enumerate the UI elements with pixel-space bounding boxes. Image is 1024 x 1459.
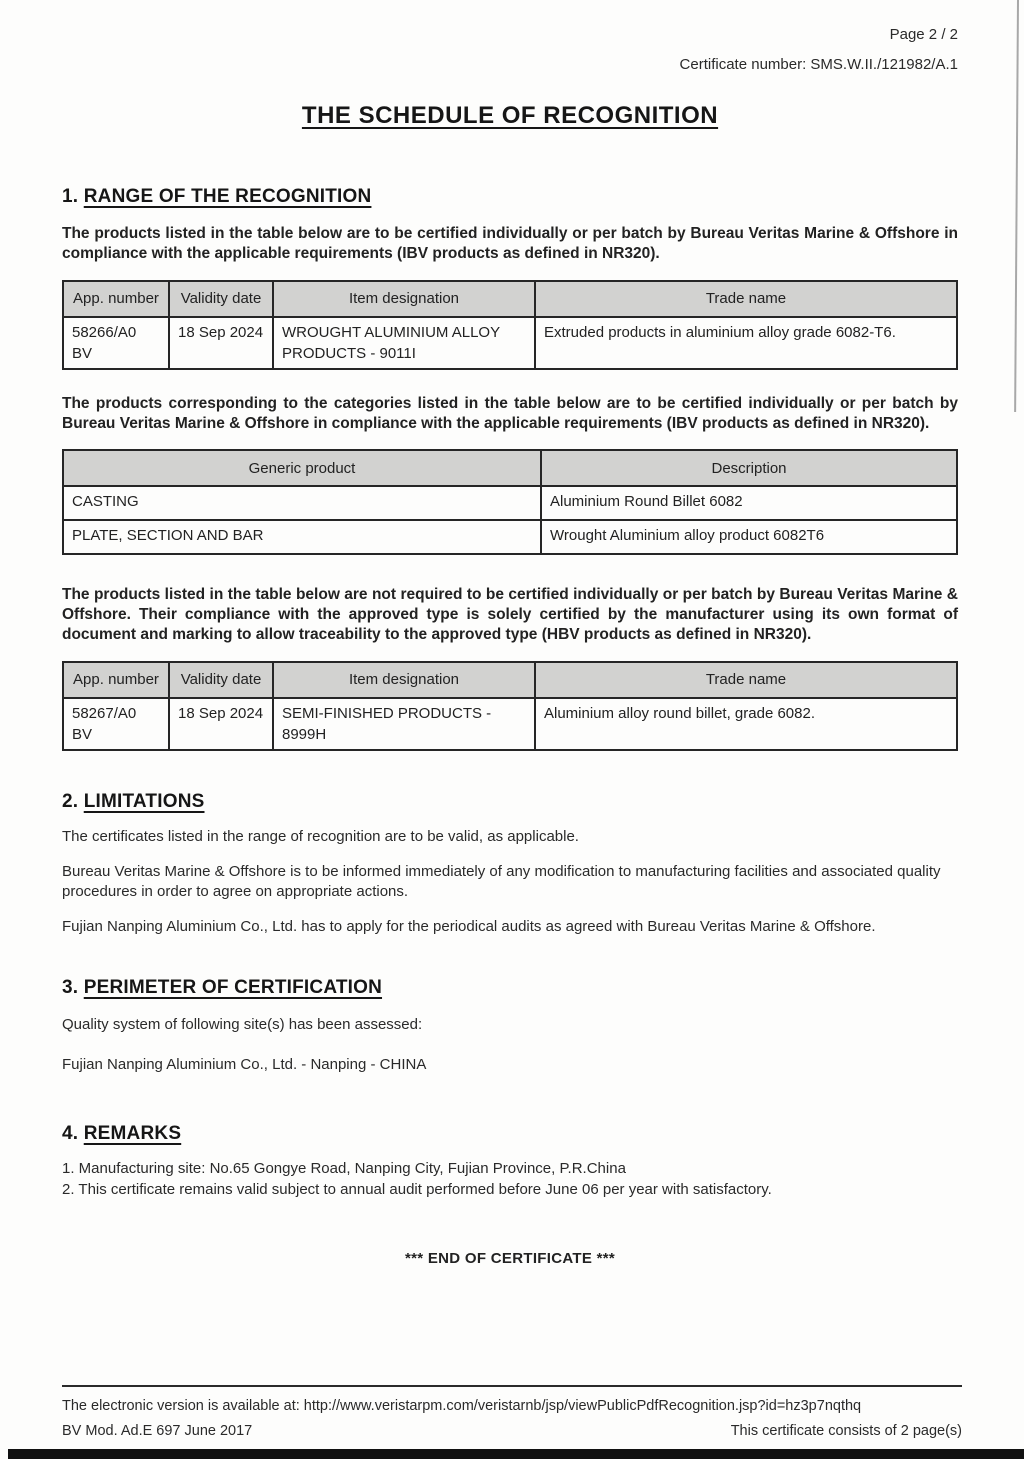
table-header-row xyxy=(63,281,957,317)
ibv-products-table xyxy=(62,280,958,370)
cell-app-number: 58266/A0 BV xyxy=(63,317,169,369)
cell-trade-name: Aluminium alloy round billet, grade 6082. xyxy=(535,698,957,750)
limitations-paragraph-inform: Bureau Veritas Marine & Offshore is to be informed immediately of any modification to manufacturing facilities and associated quality procedures in order to agree on appropriate actions. xyxy=(62,862,941,900)
col-header-validity-date: Validity date xyxy=(169,281,273,317)
document-title xyxy=(62,102,958,130)
section-number: 2. xyxy=(62,790,79,812)
generic-products-table xyxy=(62,449,958,555)
scan-bottom-bar xyxy=(8,1449,1024,1459)
section-heading-limitations xyxy=(62,791,958,813)
hbv-products-table xyxy=(62,661,958,751)
col-header-item-designation: Item designation xyxy=(273,662,535,698)
end-of-certificate-marker: *** END OF CERTIFICATE *** xyxy=(404,1249,616,1267)
limitations-paragraph-audits: Fujian Nanping Aluminium Co., Ltd. has to apply for the periodical audits as agreed with Bureau Veritas Marine & Offshore. xyxy=(62,917,876,935)
page-footer xyxy=(62,1385,962,1439)
table-header-row xyxy=(63,450,957,486)
col-header-validity-date: Validity date xyxy=(169,662,273,698)
section-number: 4. xyxy=(62,1122,79,1144)
table-row xyxy=(63,317,957,369)
col-header-description: Description xyxy=(541,450,957,486)
page-number: Page 2 / 2 xyxy=(889,26,958,43)
limitations-paragraph-valid: The certificates listed in the range of recognition are to be valid, as applicable. xyxy=(62,827,579,845)
intro-hbv-paragraph: The products listed in the table below are not required to be certified individually or per batch by Bureau Veritas Marine & Offshore. Their compliance with the approved type is solely certified by the manufacturer using its own format of document and marking to allow traceability to the approved type (HBV products as defined in NR320). xyxy=(62,586,958,643)
section-number: 3. xyxy=(62,976,79,998)
perimeter-paragraph-assessed: Quality system of following site(s) has been assessed: xyxy=(62,1015,423,1033)
table-row xyxy=(63,698,957,750)
intro-ibv-paragraph: The products listed in the table below are to be certified individually or per batch by Bureau Veritas Marine & Offshore in compliance with the applicable requirements (IBV products as defined in NR320). xyxy=(62,225,958,262)
col-header-app-number: App. number xyxy=(63,281,169,317)
col-header-trade-name: Trade name xyxy=(535,281,957,317)
section-number: 1. xyxy=(62,186,79,207)
footer-electronic-version: The electronic version is available at: http://www.veristarpm.com/veristarnb/jsp/viewPublicPdfRecognition.jsp?id=hz3p7nqthq xyxy=(62,1398,862,1414)
cell-generic-product: PLATE, SECTION AND BAR xyxy=(63,520,541,554)
section-heading-range xyxy=(62,186,958,208)
footer-form-reference: BV Mod. Ad.E 697 June 2017 xyxy=(62,1423,253,1439)
section-title: RANGE OF THE RECOGNITION xyxy=(83,186,372,207)
col-header-generic-product: Generic product xyxy=(63,450,541,486)
perimeter-paragraph-site: Fujian Nanping Aluminium Co., Ltd. - Nanping - CHINA xyxy=(62,1055,427,1073)
cell-description: Aluminium Round Billet 6082 xyxy=(541,486,957,520)
cell-item-designation: SEMI-FINISHED PRODUCTS - 8999H xyxy=(273,698,535,750)
table-row xyxy=(63,486,957,520)
remarks-item-2: 2. This certificate remains valid subject to annual audit performed before June 06 per year with satisfactory. xyxy=(62,1180,772,1198)
cell-generic-product: CASTING xyxy=(63,486,541,520)
cell-description: Wrought Aluminium alloy product 6082T6 xyxy=(541,520,957,554)
section-title: LIMITATIONS xyxy=(83,790,205,812)
cell-item-designation: WROUGHT ALUMINIUM ALLOY PRODUCTS - 9011I xyxy=(273,317,535,369)
section-title: PERIMETER OF CERTIFICATION xyxy=(83,976,383,998)
cell-validity-date: 18 Sep 2024 xyxy=(169,698,273,750)
col-header-app-number: App. number xyxy=(63,662,169,698)
table-row xyxy=(63,520,957,554)
intro-categories-paragraph: The products corresponding to the categories listed in the table below are to be certified individually or per batch by Bureau Veritas Marine & Offshore in compliance with the applicable requirements (IBV products as defined in NR320). xyxy=(62,394,958,432)
section-title: REMARKS xyxy=(83,1122,182,1144)
certificate-number: Certificate number: SMS.W.II./121982/A.1 xyxy=(679,56,958,73)
cell-app-number: 58267/A0 BV xyxy=(63,698,169,750)
remarks-item-1: 1. Manufacturing site: No.65 Gongye Road, Nanping City, Fujian Province, P.R.China xyxy=(62,1159,626,1177)
col-header-trade-name: Trade name xyxy=(535,662,957,698)
table-header-row xyxy=(63,662,957,698)
col-header-item-designation: Item designation xyxy=(273,281,535,317)
footer-page-count: This certificate consists of 2 page(s) xyxy=(730,1423,962,1439)
cell-validity-date: 18 Sep 2024 xyxy=(169,317,273,369)
cell-trade-name: Extruded products in aluminium alloy grade 6082-T6. xyxy=(535,317,957,369)
section-heading-perimeter xyxy=(62,977,958,999)
section-heading-remarks xyxy=(62,1123,958,1145)
document-title-text: THE SCHEDULE OF RECOGNITION xyxy=(301,102,719,129)
